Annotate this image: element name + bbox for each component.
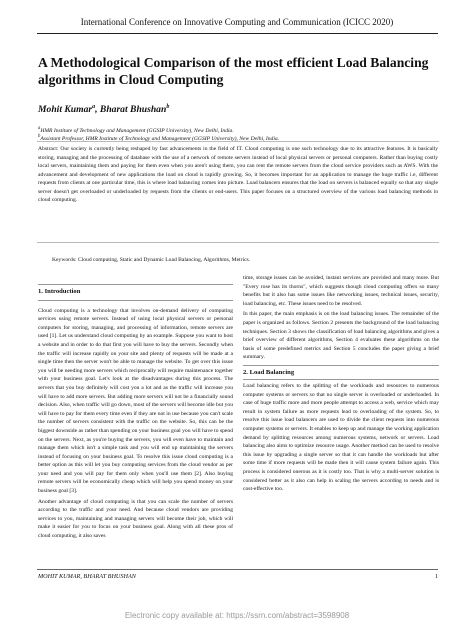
header-rule [37, 33, 438, 34]
conference-header: International Conference on Innovative Computing and Communication (ICICC 2020) [80, 17, 394, 27]
author-affiliation-mark: b [166, 104, 170, 110]
paragraph: time, storage issues can be avoided, instant services are provided and many more. But "Every rose has its thorns", which suggests though cloud computing offers so many benefits but it also has some issues like networking issues, technical issues, security, load balancing, etc. These issues need to be resolved. [243, 275, 439, 307]
paper-title: A Methodological Comparison of the most efficient Load Balancing algorithms in Cloud Computing [38, 55, 429, 87]
footer-authors: MOHIT KUMAR, BHARAT BHUSHAN [38, 573, 136, 580]
section-heading: 2. Load Balancing [243, 369, 295, 376]
affiliation [38, 126, 234, 134]
abstract: Abstract: Our society is currently being reshaped by fast advancements in the field of IT. Cloud computing is one such technology due to its attractive features. It is basically storing, managing and the processing of database with the use of a network of remote servers instead of local physical servers or personal computers. Rather than buying costly local servers, maintaining them and paying for them even when you aren't using them, you can rent the remote servers from the cloud service providers such as AWS. With the advancement and development of new applications the load on cloud is rapidly growing. So, it becomes important for an application to manage the huge traffic i.e, different requests from clients at one particular time, this is where load balancing comes into picture. Load balancers ensures that the load on servers is balanced equally so that any single server doesn't get overloaded or underloaded by requests from the clients or end-users. This paper focuses on a structured overview of the various load balancing methods in cloud computing. [38, 146, 438, 203]
page-footer [38, 573, 438, 580]
section-heading-box [38, 284, 233, 301]
section-heading-rule [243, 365, 439, 380]
section-heading: 1. Introduction [38, 288, 81, 295]
paragraph: In this paper, the main emphasis is on the load balancing issues. The remainder of the paper is organized as follows. Section 2 presents the background of the load balancing techniques. Section 3 shows the classification of load balancing algorithms and gives a brief overview of different algorithms, Section 4 evaluates these algorithms on the basis of some predefined metrics and Section 5 concludes the paper giving a brief summary. [243, 311, 439, 361]
paragraph: Load balancing refers to the splitting of the workloads and resources to numerous computer systems or servers so that no single server is overloaded or underloaded. In case of huge traffic more and more people attempt to access a web, service which may result in system failure as more requests lead to overloading of the system. So, to resolve this issue load balancers are used to divide the client requests into numerous computer systems or servers. It enables to keep up and manage the working application demand by splitting resources among numerous systems, network or servers. Load balancing also aims to optimize resource usage. Another method can be used to resolve this issue by upgrading a single server so that it can handle the workloads but after some time if more requests will be made then it will cause system failure again. This process is considered onerous as it is costly too. That is why a multi-server solution is considered better as it also can help in scaling the servers according to needs and is cost-effective too. [243, 383, 439, 493]
author-affiliation-mark: a [92, 104, 96, 110]
affiliation-mark: a [38, 126, 41, 131]
paragraph: Another advantage of cloud computing is that you can scale the number of servers according to the traffic and your need. And because cloud vendors are providing services to you, maintaining and managing servers will become their job, which will make it easier for you to focus on your business goal. Along with all these pros of cloud computing, it also saves [38, 498, 233, 540]
footer-rule [37, 569, 438, 570]
paragraph: Cloud computing is a technology that involves on-demand delivery of computing services using remote servers. Instead of using local physical servers or personal computers for storing, managing, and processing of information, remote servers are used [1]. Let us understand cloud computing by an example. Suppose you want to host a website and in order to do that first you will have to buy the servers. Secondly when the traffic will increase rapidly on your site and plenty of requests will be made at a single time then the server won't be able to manage the website. To get over this issue you will be needing more servers which reciprocally will require maintenance together with your business goal. Let's look at the disadvantages during this process. The servers that you buy definitely will cost you a lot and as the traffic will increase you will have to add more servers. But adding more servers will not be a financially sound decision. Also, when traffic will go down, most of the servers will become idle but you will have to pay for them every time even if they are not in use because you can't scale the number of servers consistent with the traffic on the website. So, this can be the biggest downside as rather than spending on your business goal you will have to spend on the servers. Next, as you're buying the servers, you will even have to maintain and manage them which isn't a simple task and you will end up maintaining the servers instead of focusing on your business goal. To resolve this issue cloud computing is a better option as this will let you buy computing services from the cloud vendor as per your need and you will pay for them only when you'll use them [2]. Also buying remote servers will be economically cheap which will help you spend money on your business goal [3]. [38, 307, 233, 495]
page-number: 1 [434, 573, 438, 580]
ssrn-watermark: Electronic copy available at: https://ssrn.com/abstract=3598908 [124, 611, 350, 620]
left-column [38, 284, 233, 543]
author-name: Mohit Kumar [38, 104, 93, 116]
keywords: Keywords: Cloud computing, Static and Dynamic Load Balancing, Algorithms, Metrics. [52, 257, 251, 263]
author-name: Bharat Bhushan [99, 104, 167, 116]
author-line: Mohit Kumar$^a$, Bharat Bhushan$^b$ [38, 104, 170, 116]
affiliation-mark: b [38, 134, 41, 139]
affiliation-text: Assistant Professor, HMR Institute of Technology and Management (GGSIP University), New Delhi, India. [40, 135, 280, 142]
affiliation-text: HMR Institute of Technology and Management (GGSIP University), New Delhi, India. [40, 127, 234, 134]
right-column [243, 274, 439, 364]
right-column-lower [243, 382, 439, 496]
